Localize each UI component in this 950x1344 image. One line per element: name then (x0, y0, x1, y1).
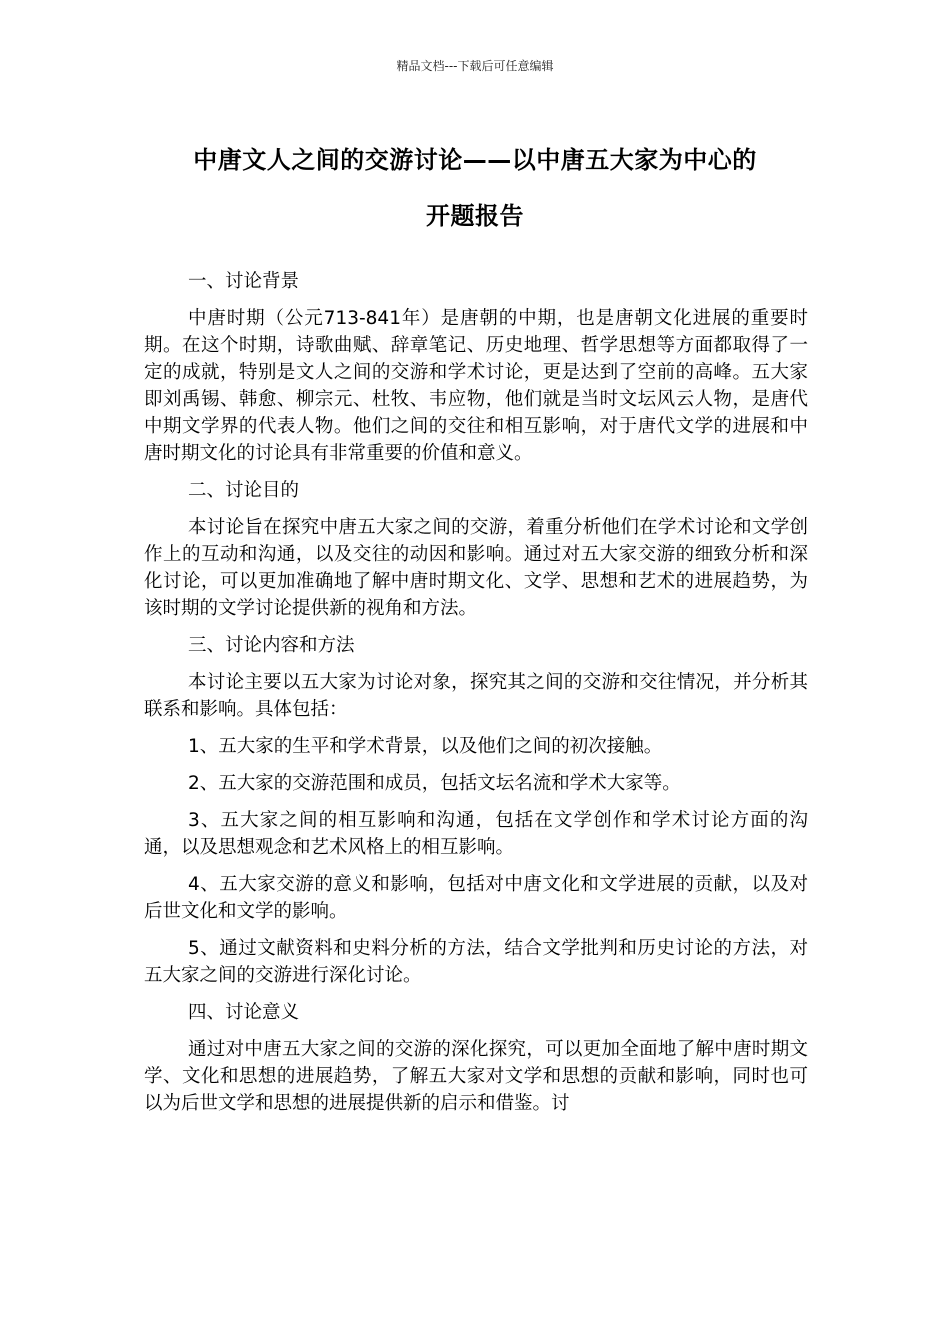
list-item-1: 1、五大家的生平和学术背景，以及他们之间的初次接触。 (188, 736, 663, 757)
document-body (144, 268, 808, 1127)
list-item-5: 5、通过文献资料和史料分析的方法，结合文学批判和历史讨论的方法，对五大家之间的交游进行深化讨论。 (144, 938, 808, 986)
page-header-note: 精品文档---下载后可任意编辑 (396, 59, 554, 73)
list-item-4: 4、五大家交游的意义和影响，包括对中唐文化和文学进展的贡献，以及对后世文化和文学的影响。 (144, 874, 808, 922)
section-heading-background: 一、讨论背景 (188, 271, 300, 292)
paragraph-content-intro: 本讨论主要以五大家为讨论对象，探究其之间的交游和交往情况，并分析其联系和影响。具体包括： (144, 672, 808, 720)
section-heading-purpose: 二、讨论目的 (188, 480, 300, 501)
document-title-line-1: 中唐文人之间的交游讨论——以中唐五大家为中心的 (193, 146, 757, 174)
paragraph-purpose: 本讨论旨在探究中唐五大家之间的交游，着重分析他们在学术讨论和文学创作上的互动和沟通，以及交往的动因和影响。通过对五大家交游的细致分析和深化讨论，可以更加准确地了解中唐时期文化、文学、思想和艺术的进展趋势，为该时期的文学讨论提供新的视角和方法。 (144, 517, 808, 619)
document-title-line-2: 开题报告 (426, 202, 524, 230)
paragraph-background: 中唐时期（公元713-841年）是唐朝的中期，也是唐朝文化进展的重要时期。在这个时期，诗歌曲赋、辞章笔记、历史地理、哲学思想等方面都取得了一定的成就，特别是文人之间的交游和学术讨论，更是达到了空前的高峰。五大家即刘禹锡、韩愈、柳宗元、杜牧、韦应物，他们就是当时文坛风云人物，是唐代中期文学界的代表人物。他们之间的交往和相互影响，对于唐代文学的进展和中唐时期文化的讨论具有非常重要的价值和意义。 (144, 308, 808, 464)
list-item-2: 2、五大家的交游范围和成员，包括文坛名流和学术大家等。 (188, 773, 681, 794)
list-item-3: 3、五大家之间的相互影响和沟通，包括在文学创作和学术讨论方面的沟通，以及思想观念和艺术风格上的相互影响。 (144, 810, 808, 858)
section-heading-content-methods: 三、讨论内容和方法 (188, 635, 355, 656)
section-heading-significance: 四、讨论意义 (188, 1002, 300, 1023)
paragraph-significance: 通过对中唐五大家之间的交游的深化探究，可以更加全面地了解中唐时期文学、文化和思想的进展趋势，了解五大家对文学和思想的贡献和影响，同时也可以为后世文学和思想的进展提供新的启示和借鉴。讨 (144, 1039, 808, 1114)
